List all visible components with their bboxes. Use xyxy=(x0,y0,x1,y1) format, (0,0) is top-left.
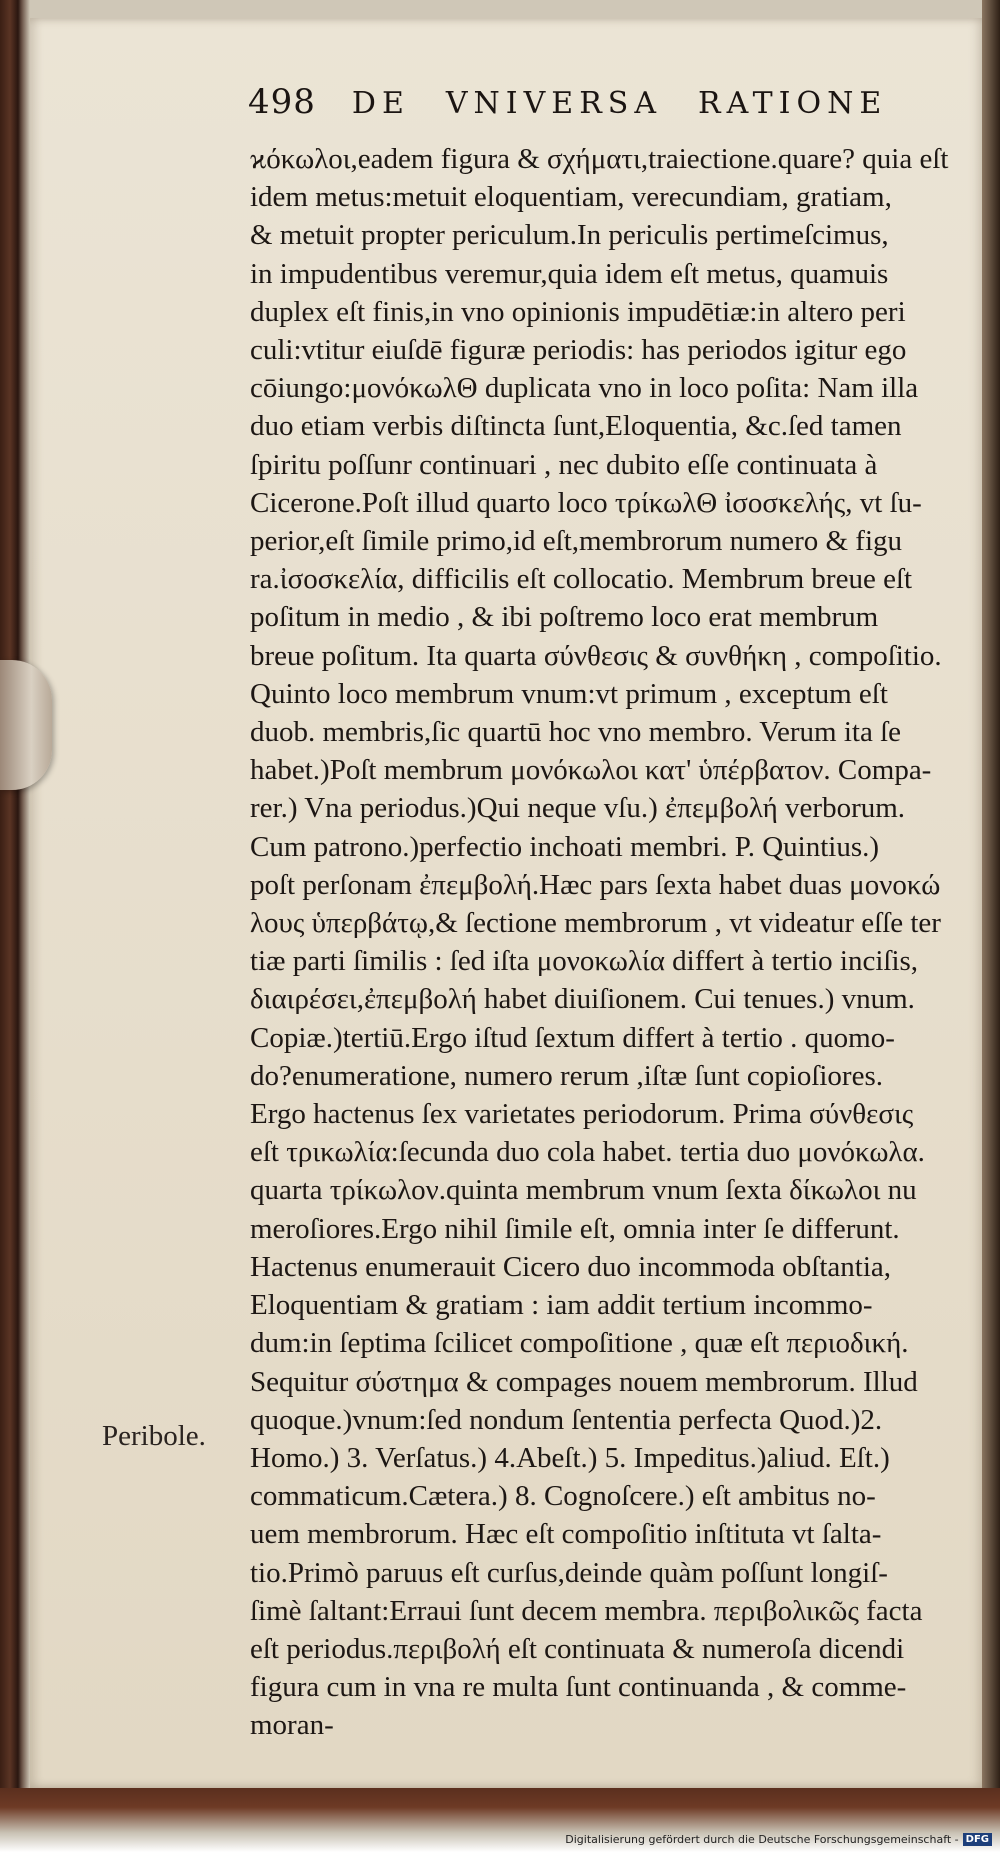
text-line: quoque.)vnum:ſed nondum ſententia perfecta Quod.)2. xyxy=(250,1403,883,1436)
dfg-logo: DFG xyxy=(963,1833,992,1846)
header-word: DE xyxy=(351,86,410,121)
text-line: breue poſitum. Ita quarta σύνθεσις & συνθήκη , compoſitio. xyxy=(250,639,942,672)
text-line: Homo.) 3. Verſatus.) 4.Abeſt.) 5. Impeditus.)aliud. Eſt.) xyxy=(250,1441,890,1474)
text-line: rer.) Vna periodus.)Qui neque vſu.) ἐπεμβολή verborum. xyxy=(250,792,906,825)
text-line: commaticum.Cætera.) 8. Cognoſcere.) eſt ambitus no- xyxy=(250,1480,876,1513)
text-line: ſimè ſaltant:Erraui ſunt decem membra. περιβολικῶς facta xyxy=(250,1594,923,1627)
running-header xyxy=(248,82,887,122)
text-line: in impudentibus veremur,quia idem eſt metus, quamuis xyxy=(250,257,889,290)
text-line: ϰόκωλοι,eadem figura & σχήματι,traiectione.quare? quia eſt xyxy=(250,143,949,175)
text-line: moran- xyxy=(250,1709,334,1742)
text-line: eſt periodus.περιβολή eſt continuata & numeroſa dicendi xyxy=(250,1632,905,1665)
text-line: Cum patrono.)perfectio inchoati membri. P. Quintius.) xyxy=(250,830,880,863)
text-line: quarta τρίκωλον.quinta membrum vnum ſexta δίκωλοι nu xyxy=(250,1174,917,1207)
text-line: uem membrorum. Hæc eſt compoſitio inſtituta vt ſalta- xyxy=(250,1518,882,1551)
text-line: Cicerone.Poſt illud quarto loco τρίκωλΘ ἰσοσκελής, vt ſu- xyxy=(250,486,922,519)
text-line: Eloquentiam & gratiam : iam addit tertium incommo- xyxy=(250,1289,873,1322)
text-line: Sequitur σύστημα & compages nouem membrorum. Illud xyxy=(250,1365,918,1398)
text-line: & metuit propter periculum.In periculis pertimeſcimus, xyxy=(250,219,889,252)
text-line: do?enumeratione, numero rerum ,iſtæ ſunt copioſiores. xyxy=(250,1059,884,1092)
text-line: cōiungo:μονόκωλΘ duplicata vno in loco poſita: Nam illa xyxy=(250,372,919,405)
page-edge xyxy=(982,0,1000,1852)
body-text xyxy=(250,140,980,1745)
text-line: poſt perſonam ἐπεμβολή.Hæc pars ſexta habet duas μονοκώ xyxy=(250,868,941,901)
text-line: dum:in ſeptima ſcilicet compoſitione , quæ eſt περιοδική. xyxy=(250,1327,909,1360)
text-line: meroſiores.Ergo nihil ſimile eſt, omnia inter ſe differunt. xyxy=(250,1212,900,1245)
header-word: RATIONE xyxy=(698,86,888,121)
text-line: λους ὑπερβάτῳ,& ſectione membrorum , vt videatur eſſe ter xyxy=(250,907,941,940)
text-line: Ergo hactenus ſex varietates periodorum. Prima σύνθεσις xyxy=(250,1098,914,1131)
page-number: 498 xyxy=(248,82,316,122)
text-line: tio.Primò paruus eſt curſus,deinde quàm poſſunt longiſ- xyxy=(250,1556,888,1589)
text-line: idem metus:metuit eloquentiam, verecundiam, gratiam, xyxy=(250,181,892,214)
text-line: eſt τρικωλία:ſecunda duo cola habet. tertia duo μονόκωλα. xyxy=(250,1136,925,1169)
footer-text: Digitalisierung gefördert durch die Deutsche Forschungsgemeinschaft - xyxy=(565,1833,959,1846)
text-line: culi:vtitur eiuſdē figuræ periodis: has periodos igitur ego xyxy=(250,334,907,367)
text-line: duplex eſt finis,in vno opinionis impudētiæ:in altero peri xyxy=(250,295,906,328)
text-line: Quinto loco membrum vnum:vt primum , exceptum eſt xyxy=(250,677,888,710)
digitization-footer xyxy=(565,1833,992,1846)
header-word: VNIVERSA xyxy=(445,86,662,121)
text-line: ſpiritu poſſunr continuari , nec dubito eſſe continuata à xyxy=(250,448,878,481)
text-line: tiæ parti ſimilis : ſed iſta μονοκωλία differt à tertio inciſis, xyxy=(250,945,919,978)
text-line: duo etiam verbis diſtincta ſunt,Eloquentia, &c.ſed tamen xyxy=(250,410,902,443)
text-line: duob. membris,ſic quartū hoc vno membro. Verum ita ſe xyxy=(250,716,902,749)
text-line: figura cum in vna re multa ſunt continuanda , & comme- xyxy=(250,1671,907,1704)
margin-note: Peribole. xyxy=(102,1420,206,1452)
text-line: Copiæ.)tertiū.Ergo iſtud ſextum differt à tertio . quomo- xyxy=(250,1021,895,1054)
text-line: ra.ἰσοσκελία, difficilis eſt collocatio. Membrum breue eſt xyxy=(250,563,913,596)
page-clip xyxy=(0,660,52,790)
text-line: poſitum in medio , & ibi poſtremo loco erat membrum xyxy=(250,601,879,634)
text-line: Hactenus enumerauit Cicero duo incommoda obſtantia, xyxy=(250,1250,892,1283)
text-line: perior,eſt ſimile primo,id eſt,membrorum numero & figu xyxy=(250,525,903,558)
text-line: διαιρέσει,ἐπεμβολή habet diuiſionem. Cui tenues.) vnum. xyxy=(250,983,915,1016)
text-line: habet.)Poſt membrum μονόκωλοι κατ' ὑπέρβατον. Compa- xyxy=(250,754,932,787)
